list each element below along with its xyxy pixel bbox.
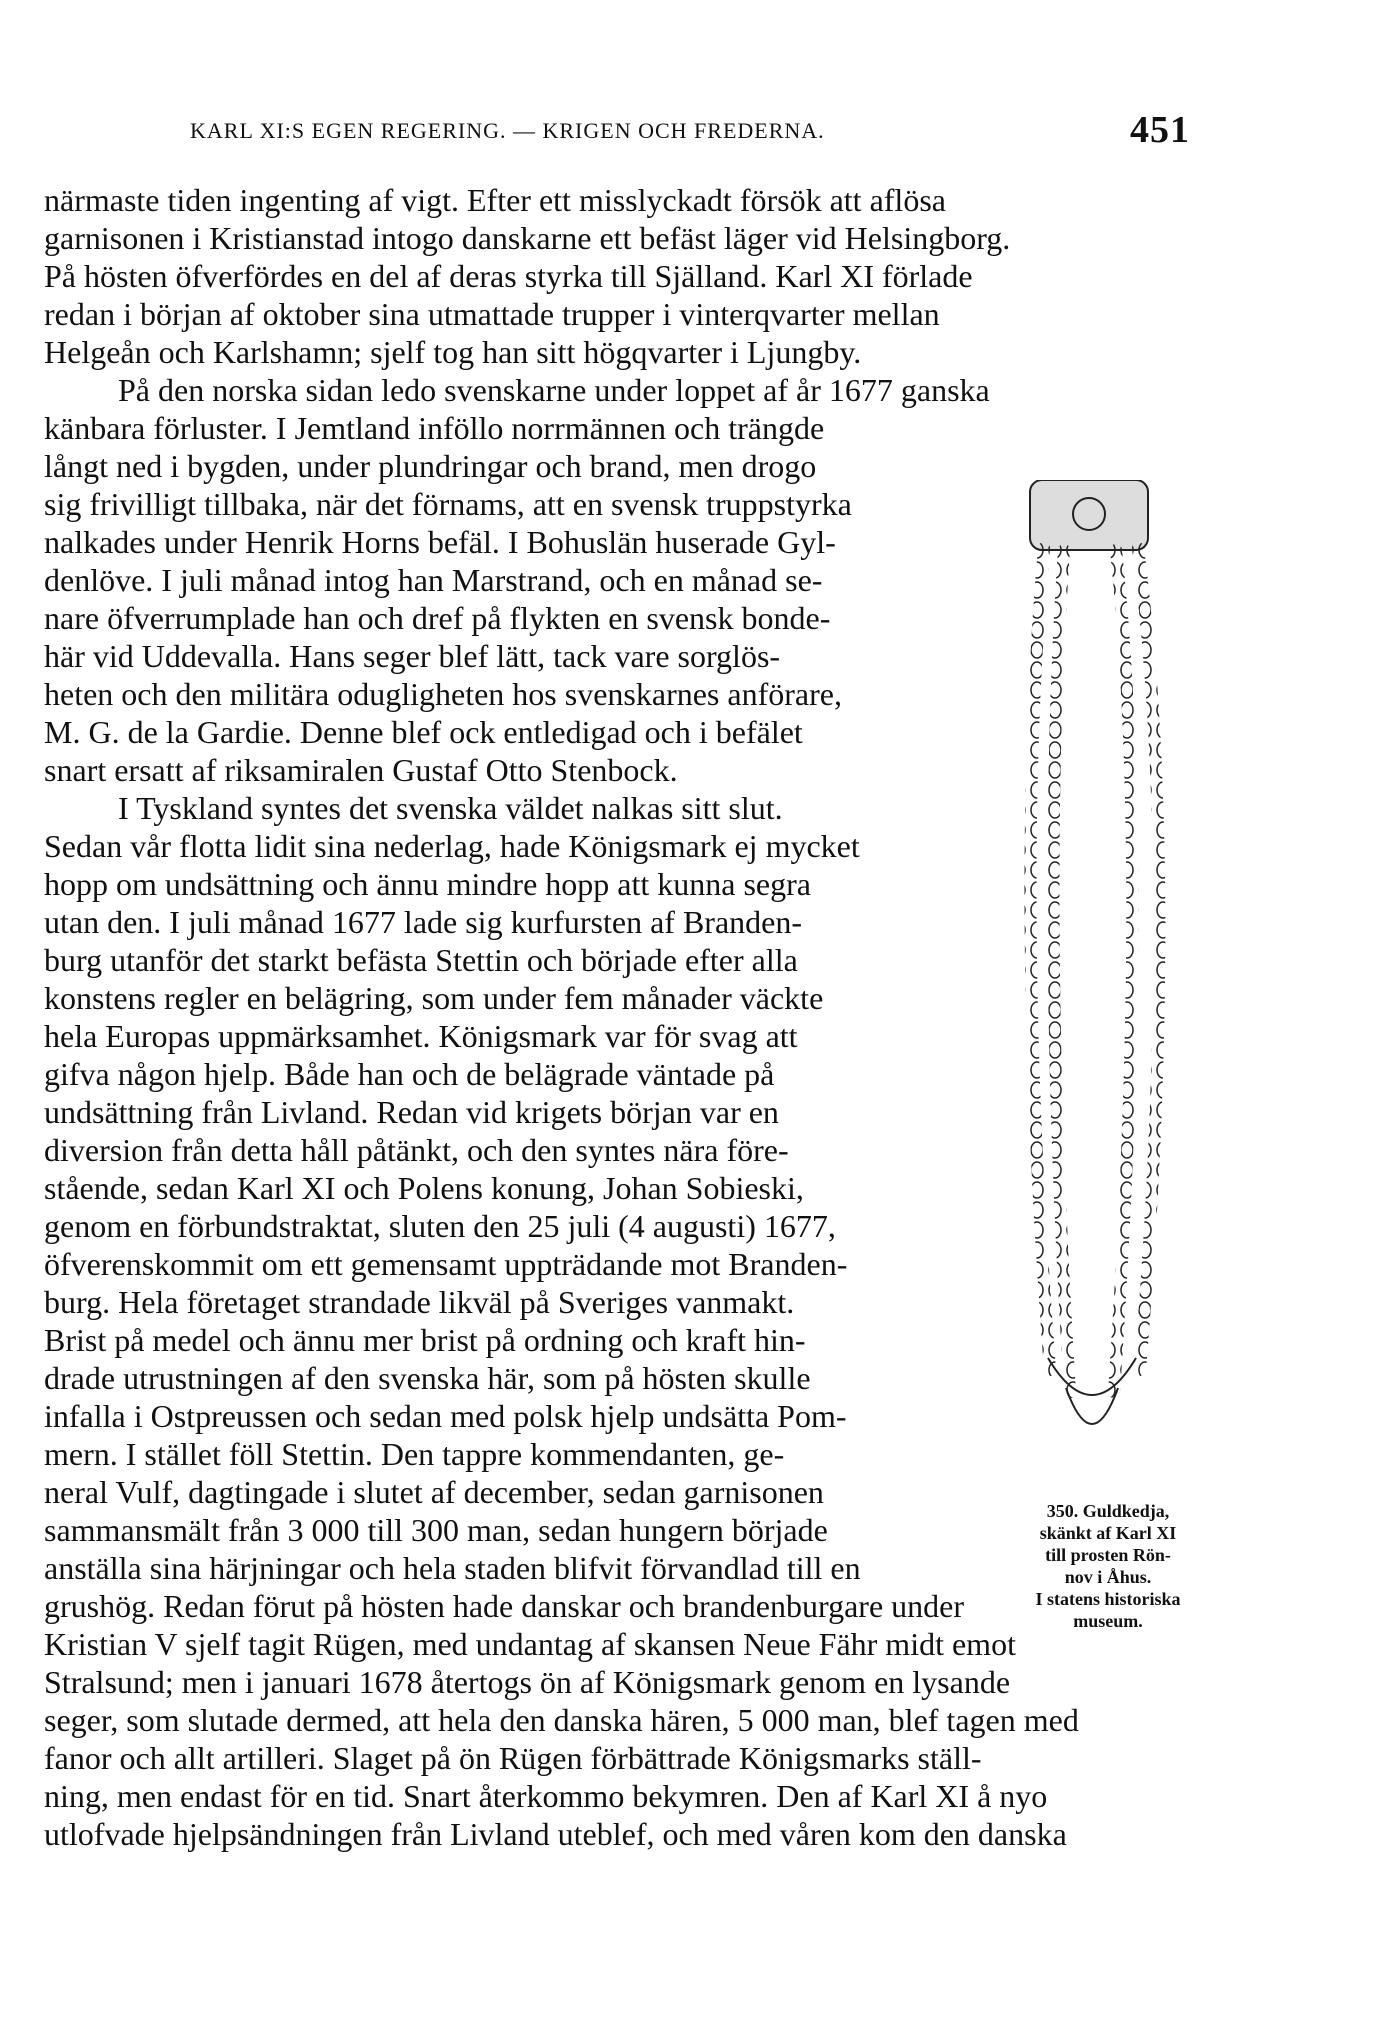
- text-line: mern. I stället föll Stettin. Den tappre kommendanten, ge-: [44, 1436, 785, 1472]
- caption-line: skänkt af Karl XI: [1039, 1523, 1177, 1543]
- text-line: garnisonen i Kristianstad intogo danskarne ett befäst läger vid Helsingborg.: [44, 220, 1011, 256]
- text-line: nare öfverrumplade han och dref på flykten en svensk bonde-: [44, 600, 831, 636]
- text-line: ning, men endast för en tid. Snart återkommo bekymren. Den af Karl XI å nyo: [44, 1778, 1048, 1814]
- text-line: utan den. I juli månad 1677 lade sig kurfursten af Branden-: [44, 904, 802, 940]
- caption-line: I statens historiska: [1035, 1589, 1181, 1609]
- text-line: närmaste tiden ingenting af vigt. Efter ett misslyckadt försök att aflösa: [44, 182, 946, 218]
- text-line: diversion från detta håll påtänkt, och den syntes nära före-: [44, 1132, 789, 1168]
- caption-line: nov i Åhus.: [1064, 1567, 1152, 1587]
- text-line: burg. Hela företaget strandade likväl på Sveriges vanmakt.: [44, 1284, 795, 1320]
- text-line: drade utrustningen af den svenska här, som på hösten skulle: [44, 1360, 811, 1396]
- text-line: grushög. Redan förut på hösten hade danskar och brandenburgare under: [44, 1588, 964, 1624]
- text-line: här vid Uddevalla. Hans seger blef lätt, tack vare sorglös-: [44, 638, 781, 674]
- text-line: utlofvade hjelpsändningen från Livland uteblef, och med våren kom den danska: [44, 1816, 1067, 1852]
- text-line: Helgeån och Karlshamn; sjelf tog han sitt högqvarter i Ljungby.: [44, 334, 862, 370]
- text-line: Kristian V sjelf tagit Rügen, med undantag af skansen Neue Fähr midt emot: [44, 1626, 1016, 1662]
- text-line: M. G. de la Gardie. Denne blef ock entledigad och i befälet: [44, 714, 803, 750]
- text-line: denlöve. I juli månad intog han Marstrand, och en månad se-: [44, 562, 823, 598]
- text-line: fanor och allt artilleri. Slaget på ön Rügen förbättrade Königsmarks ställ-: [44, 1740, 982, 1776]
- text-line: burg utanför det starkt befästa Stettin och började efter alla: [44, 942, 798, 978]
- text-line: Stralsund; men i januari 1678 återtogs ön af Königsmark genom en lysande: [44, 1664, 1011, 1700]
- text-line: undsättning från Livland. Redan vid krigets början var en: [44, 1094, 779, 1130]
- text-line: stående, sedan Karl XI och Polens konung, Johan Sobieski,: [44, 1170, 804, 1206]
- page-number: 451: [1130, 109, 1190, 151]
- text-line: neral Vulf, dagtingade i slutet af december, sedan garnisonen: [44, 1474, 824, 1510]
- text-line: Brist på medel och ännu mer brist på ordning och kraft hin-: [44, 1322, 806, 1358]
- text-line: infalla i Ostpreussen och sedan med polsk hjelp undsätta Pom-: [44, 1398, 847, 1434]
- text-line: hopp om undsättning och ännu mindre hopp att kunna segra: [44, 866, 811, 902]
- text-line: På den norska sidan ledo svenskarne under loppet af år 1677 ganska: [118, 372, 990, 408]
- text-line: I Tyskland syntes det svenska väldet nalkas sitt slut.: [118, 790, 783, 826]
- gold-chain-illustration: [992, 480, 1200, 1470]
- text-line: sig frivilligt tillbaka, när det förnams, att en svensk truppstyrka: [44, 486, 852, 522]
- text-line: nalkades under Henrik Horns befäl. I Bohuslän huserade Gyl-: [44, 524, 836, 560]
- text-line: känbara förluster. I Jemtland inföllo norrmännen och trängde: [44, 410, 825, 446]
- text-line: konstens regler en belägring, som under fem månader väckte: [44, 980, 824, 1016]
- text-line: hela Europas uppmärksamhet. Königsmark var för svag att: [44, 1018, 798, 1054]
- text-line: anställa sina härjningar och hela staden blifvit förvandlad till en: [44, 1550, 861, 1586]
- running-header: KARL XI:S EGEN REGERING. — KRIGEN OCH FREDERNA.: [190, 118, 825, 143]
- caption-line: 350. Guldkedja,: [1046, 1501, 1170, 1521]
- text-line: På hösten öfverfördes en del af deras styrka till Själland. Karl XI förlade: [44, 258, 973, 294]
- caption-line: museum.: [1073, 1611, 1143, 1631]
- figure-caption: [1008, 1500, 1208, 1632]
- text-line: gifva någon hjelp. Både han och de belägrade väntade på: [44, 1056, 775, 1092]
- text-line: snart ersatt af riksamiralen Gustaf Otto Stenbock.: [44, 752, 678, 788]
- text-line: öfverenskommit om ett gemensamt uppträdande mot Branden-: [44, 1246, 848, 1282]
- text-line: redan i början af oktober sina utmattade trupper i vinterqvarter mellan: [44, 296, 940, 332]
- text-line: genom en förbundstraktat, sluten den 25 juli (4 augusti) 1677,: [44, 1208, 836, 1244]
- text-line: heten och den militära odugligheten hos svenskarnes anförare,: [44, 676, 842, 712]
- text-line: sammansmält från 3 000 till 300 man, sedan hungern började: [44, 1512, 828, 1548]
- text-line: långt ned i bygden, under plundringar och brand, men drogo: [44, 448, 817, 484]
- caption-line: till prosten Rön-: [1045, 1545, 1171, 1565]
- text-line: Sedan vår flotta lidit sina nederlag, hade Königsmark ej mycket: [44, 828, 860, 864]
- text-line: seger, som slutade dermed, att hela den danska hären, 5 000 man, blef tagen med: [44, 1702, 1079, 1738]
